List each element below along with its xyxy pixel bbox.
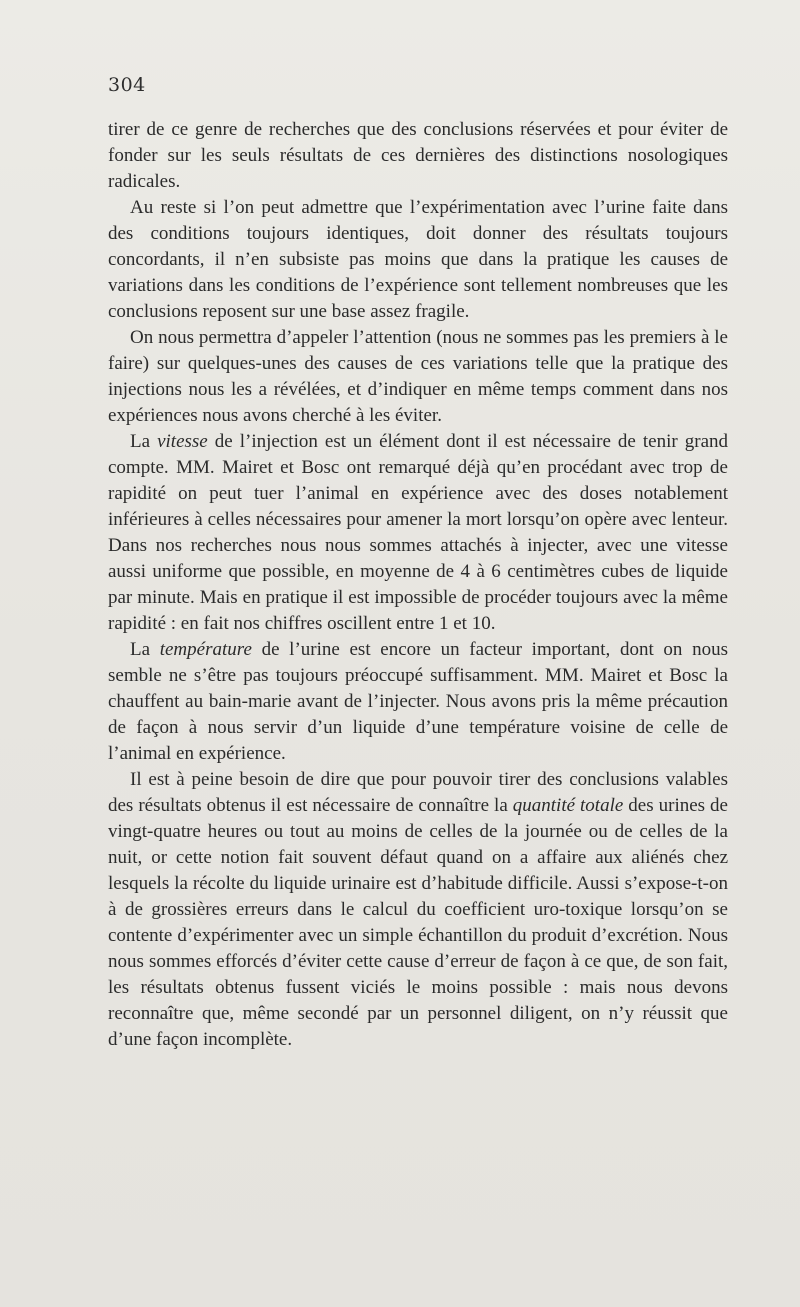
italic-term: quantité totale	[512, 795, 624, 816]
text-segment: La	[130, 431, 158, 452]
text-segment: des urines de vingt-quatre heures ou tout au moins de celles de la journée ou de celles de la nuit, or cette notion fait souvent défaut quand on a affaire aux aliénés chez lesquels la récolte du liquide urinaire est d’habitude difficile. Aussi s’expose-t-on à de grossières erreurs dans le calcul du coefficient uro-toxique lorsqu’on se contente d’expérimenter avec un simple échantillon du produit d’excrétion. Nous nous sommes efforcés d’éviter cette cause d’erreur de façon à ce que, de son fait, les résultats obtenus fussent viciés le moins possible : mais nous devons reconnaître que, même secondé par un personnel diligent, on n’y réussit que d’une façon incomplète.	[108, 795, 728, 1050]
body-text	[108, 117, 728, 1053]
paragraph	[108, 767, 728, 1053]
paragraph	[108, 637, 728, 767]
text-segment: On nous permettra d’appeler l’attention (nous ne sommes pas les premiers à le faire) sur quelques-unes des causes de ces variations telle que la pratique des injections nous les a révélées, et d’indiquer en même temps comment dans nos expériences nous avons cherché à les éviter.	[108, 327, 728, 426]
text-segment: Il est à peine besoin de dire que pour pouvoir tirer des conclusions valables des résultats obtenus il est nécessaire de connaître la	[108, 769, 728, 816]
text-segment: de l’injection est un élément dont il est nécessaire de tenir grand compte. MM. Mairet et Bosc ont remarqué déjà qu’en procédant avec trop de rapidité on peut tuer l’animal en expérience avec des doses notablement inférieures à celles nécessaires pour amener la mort lorsqu’on opère avec lenteur. Dans nos recherches nous nous sommes attachés à injecter, avec une vitesse aussi uniforme que possible, en moyenne de 4 à 6 centimètres cubes de liquide par minute. Mais en pratique il est impossible de procéder toujours avec la même rapidité : en fait nos chiffres oscillent entre 1 et 10.	[108, 431, 729, 634]
paragraph	[108, 429, 728, 637]
paragraph	[108, 325, 728, 429]
text-segment: Au reste si l’on peut admettre que l’expérimentation avec l’urine faite dans des conditions toujours identiques, doit donner des résultats toujours concordants, il n’en subsiste pas moins que dans la pratique les causes de variations dans les conditions de l’expérience sont tellement nombreuses que les conclusions reposent sur une base assez fragile.	[108, 197, 728, 322]
italic-term: vitesse	[157, 431, 208, 452]
text-segment: La	[130, 639, 160, 660]
paragraph	[108, 195, 728, 325]
text-segment: tirer de ce genre de recherches que des conclusions réservées et pour éviter de fonder sur les seuls résultats de ces dernières des distinctions nosologiques radicales.	[108, 119, 728, 192]
text-segment: de l’urine est encore un facteur important, dont on nous semble ne s’être pas toujours préoccupé suffisamment. MM. Mairet et Bosc la chauffent au bain-marie avant de l’injecter. Nous avons pris la même précaution de façon à nous servir d’un liquide d’une température voisine de celle de l’animal en expérience.	[108, 639, 728, 764]
italic-term: température	[159, 639, 252, 660]
page-number: 304	[108, 74, 146, 96]
paragraph	[108, 117, 728, 195]
